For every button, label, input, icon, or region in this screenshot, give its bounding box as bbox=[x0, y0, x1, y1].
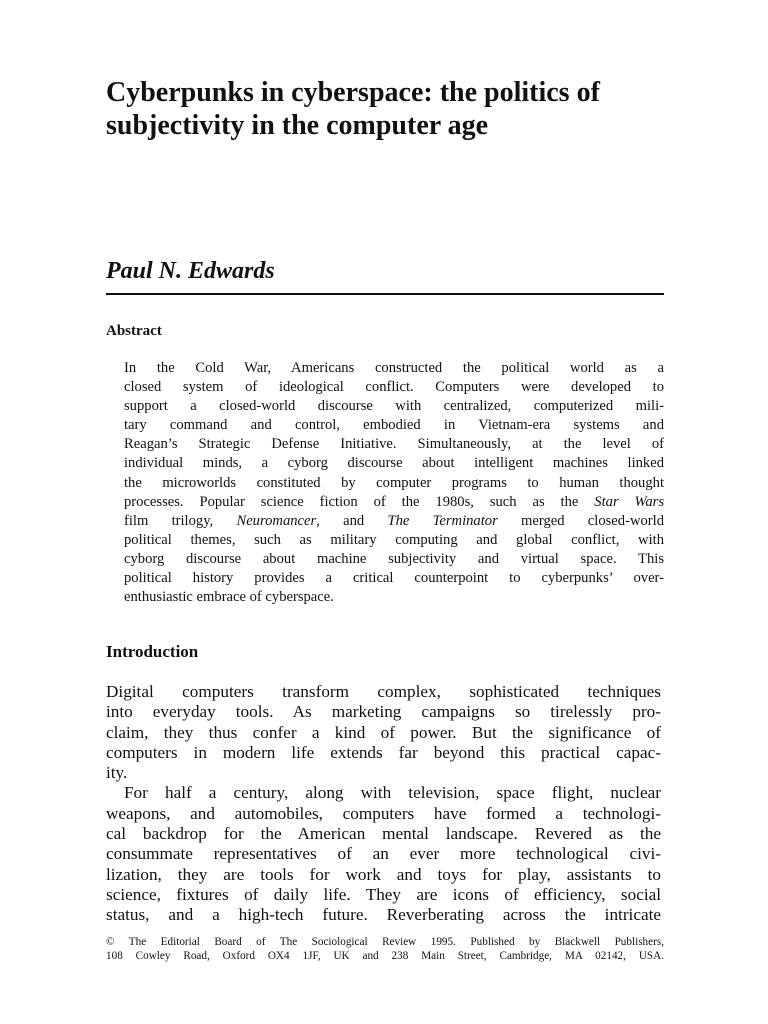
abstract-body bbox=[124, 359, 664, 607]
copyright-line: © The Editorial Board of The Sociological Review 1995. Published by Blackwell Publishers, bbox=[106, 936, 664, 948]
abstract-line: Reagan’s Strategic Defense Initiative. Simultaneously, at the level of bbox=[124, 436, 664, 453]
body-line: For half a century, along with television, space flight, nuclear bbox=[124, 783, 661, 803]
abstract-line: the microworlds constituted by computer programs to human thought bbox=[124, 474, 664, 491]
abstract-line: political themes, such as military computing and global conflict, with bbox=[124, 531, 664, 548]
body-line: science, fixtures of daily life. They are icons of efficiency, social bbox=[106, 884, 661, 904]
abstract-line: political history provides a critical counterpoint to cyberpunks’ over- bbox=[124, 570, 664, 587]
body-line: into everyday tools. As marketing campaigns so tirelessly pro- bbox=[106, 702, 661, 722]
abstract-line: closed system of ideological conflict. Computers were developed to bbox=[124, 379, 664, 396]
introduction-body bbox=[106, 682, 661, 926]
body-line: ity. bbox=[106, 763, 128, 783]
article-title: Cyberpunks in cyberspace: the politics of subjectivity in the computer age bbox=[106, 77, 600, 141]
abstract-line: support a closed-world discourse with centralized, computerized mili- bbox=[124, 398, 664, 415]
introduction-heading: Introduction bbox=[106, 642, 199, 661]
abstract-heading: Abstract bbox=[106, 323, 162, 339]
body-line: consummate representatives of an ever more technological civi- bbox=[106, 844, 661, 864]
copyright-line: 108 Cowley Road, Oxford OX4 1JF, UK and 238 Main Street, Cambridge, MA 02142, USA. bbox=[106, 949, 664, 962]
body-line: claim, they thus confer a kind of power. But the significance of bbox=[106, 722, 661, 742]
abstract-line-star-wars: processes. Popular science fiction of the 1980s, such as the Star Wars bbox=[124, 493, 665, 510]
abstract-line: cyborg discourse about machine subjectivity and virtual space. This bbox=[124, 550, 664, 567]
copyright-footer bbox=[106, 936, 664, 963]
body-line: Digital computers transform complex, sophisticated techniques bbox=[106, 682, 661, 701]
body-line: lization, they are tools for work and toys for play, assistants to bbox=[106, 864, 661, 884]
body-line: weapons, and automobiles, computers have formed a technologi- bbox=[106, 803, 661, 823]
body-line: cal backdrop for the American mental landscape. Revered as the bbox=[106, 824, 661, 844]
abstract-line: enthusiastic embrace of cyberspace. bbox=[124, 589, 334, 606]
author-name: Paul N. Edwards bbox=[106, 258, 275, 284]
abstract-line-neuromancer: film trilogy, Neuromancer, and The Terminator merged closed-world bbox=[124, 512, 664, 529]
body-line: computers in modern life extends far beyond this practical capac- bbox=[106, 742, 661, 762]
abstract-line: tary command and control, embodied in Vietnam-era systems and bbox=[124, 417, 664, 434]
body-line: status, and a high-tech future. Reverberating across the intricate bbox=[106, 905, 661, 925]
title-rule-divider bbox=[106, 293, 664, 295]
abstract-line: individual minds, a cyborg discourse about intelligent machines linked bbox=[124, 455, 664, 472]
abstract-line: In the Cold War, Americans constructed the political world as a bbox=[124, 360, 664, 376]
